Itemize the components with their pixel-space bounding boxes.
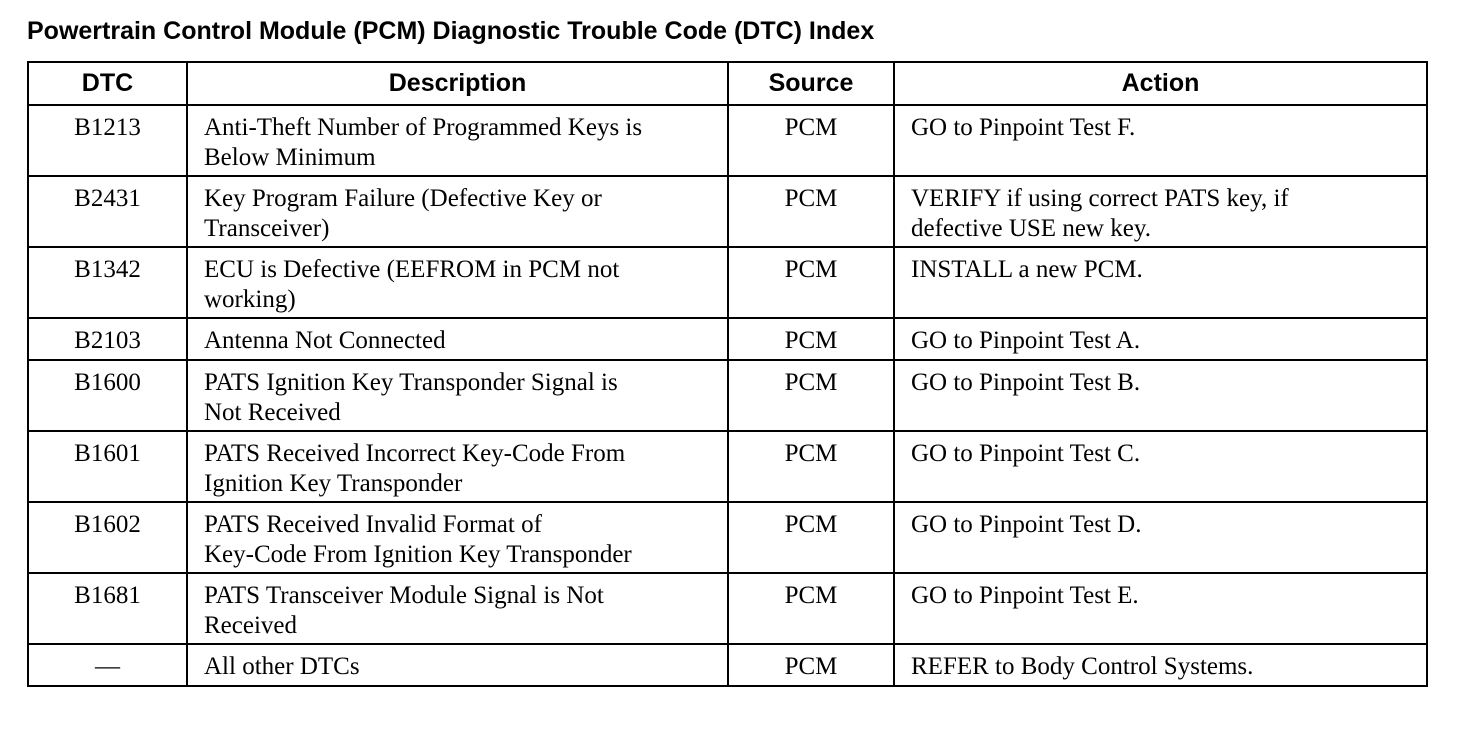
cell-action — [894, 431, 1427, 502]
cell-dtc — [28, 431, 187, 502]
table-row — [28, 431, 1427, 502]
page-title: Powertrain Control Module (PCM) Diagnostic Trouble Code (DTC) Index — [27, 17, 875, 45]
source-value: PCM — [784, 185, 838, 212]
action-line: GO to Pinpoint Test B. — [911, 369, 1141, 396]
description-line: Received — [204, 612, 298, 639]
table-row — [28, 360, 1427, 431]
table-row — [28, 105, 1427, 176]
source-value: PCM — [784, 511, 838, 538]
description-line: ECU is Defective (EEFROM in PCM not — [204, 256, 620, 283]
cell-dtc — [28, 318, 187, 360]
description-line: All other DTCs — [204, 653, 360, 680]
cell-dtc — [28, 644, 187, 686]
description-line: PATS Transceiver Module Signal is Not — [204, 582, 604, 609]
cell-source — [728, 431, 894, 502]
cell-description — [187, 105, 728, 176]
action-line: INSTALL a new PCM. — [911, 256, 1143, 283]
cell-dtc — [28, 176, 187, 247]
source-value: PCM — [784, 653, 838, 680]
cell-action — [894, 176, 1427, 247]
header-dtc: DTC — [28, 62, 187, 105]
table-body — [28, 105, 1427, 686]
cell-dtc — [28, 502, 187, 573]
cell-description — [187, 644, 728, 686]
action-line: GO to Pinpoint Test D. — [911, 511, 1142, 538]
description-line: Anti-Theft Number of Programmed Keys is — [204, 114, 643, 141]
description-line: PATS Received Incorrect Key-Code From — [204, 440, 626, 467]
action-line: GO to Pinpoint Test C. — [911, 440, 1141, 467]
description-line: Not Received — [204, 399, 341, 426]
cell-source — [728, 644, 894, 686]
action-line: VERIFY if using correct PATS key, if — [911, 185, 1289, 212]
cell-action — [894, 247, 1427, 318]
source-value: PCM — [784, 582, 838, 609]
description-line: working) — [204, 286, 296, 313]
action-line: GO to Pinpoint Test F. — [911, 114, 1136, 141]
description-line: Antenna Not Connected — [204, 327, 446, 354]
cell-dtc — [28, 573, 187, 644]
source-value: PCM — [784, 327, 838, 354]
cell-description — [187, 431, 728, 502]
description-line: Key Program Failure (Defective Key or — [204, 185, 602, 212]
header-source: Source — [728, 62, 894, 105]
dtc-code: B1213 — [74, 114, 141, 141]
description-line: Ignition Key Transponder — [204, 470, 463, 497]
description-line: PATS Received Invalid Format of — [204, 511, 542, 538]
cell-action — [894, 360, 1427, 431]
dtc-code: B1681 — [74, 582, 141, 609]
cell-action — [894, 644, 1427, 686]
description-line: Below Minimum — [204, 144, 376, 171]
cell-source — [728, 573, 894, 644]
dtc-code: — — [95, 653, 120, 680]
description-line: Transceiver) — [204, 215, 330, 242]
cell-description — [187, 573, 728, 644]
cell-description — [187, 247, 728, 318]
table-row — [28, 644, 1427, 686]
table-row — [28, 502, 1427, 573]
header-action: Action — [894, 62, 1427, 105]
cell-dtc — [28, 105, 187, 176]
table-row — [28, 247, 1427, 318]
source-value: PCM — [784, 256, 838, 283]
cell-source — [728, 247, 894, 318]
header-description: Description — [187, 62, 728, 105]
action-line: GO to Pinpoint Test E. — [911, 582, 1139, 609]
action-line: GO to Pinpoint Test A. — [911, 327, 1141, 354]
table-header-row — [28, 62, 1427, 105]
cell-description — [187, 502, 728, 573]
cell-source — [728, 502, 894, 573]
cell-action — [894, 573, 1427, 644]
description-line: Key-Code From Ignition Key Transponder — [204, 541, 632, 568]
dtc-code: B1600 — [74, 369, 141, 396]
source-value: PCM — [784, 440, 838, 467]
cell-action — [894, 105, 1427, 176]
table-row — [28, 573, 1427, 644]
dtc-code: B1342 — [74, 256, 141, 283]
cell-dtc — [28, 247, 187, 318]
dtc-code: B1601 — [74, 440, 141, 467]
cell-action — [894, 318, 1427, 360]
dtc-code: B2431 — [74, 185, 141, 212]
cell-dtc — [28, 360, 187, 431]
action-line: defective USE new key. — [911, 215, 1151, 242]
cell-description — [187, 176, 728, 247]
cell-description — [187, 318, 728, 360]
cell-source — [728, 318, 894, 360]
cell-description — [187, 360, 728, 431]
dtc-code: B1602 — [74, 511, 141, 538]
source-value: PCM — [784, 114, 838, 141]
description-line: PATS Ignition Key Transponder Signal is — [204, 369, 618, 396]
cell-source — [728, 105, 894, 176]
dtc-code: B2103 — [74, 327, 141, 354]
dtc-index-table — [27, 61, 1428, 687]
cell-source — [728, 176, 894, 247]
table-row — [28, 318, 1427, 360]
source-value: PCM — [784, 369, 838, 396]
action-line: REFER to Body Control Systems. — [911, 653, 1254, 680]
cell-action — [894, 502, 1427, 573]
cell-source — [728, 360, 894, 431]
table-row — [28, 176, 1427, 247]
